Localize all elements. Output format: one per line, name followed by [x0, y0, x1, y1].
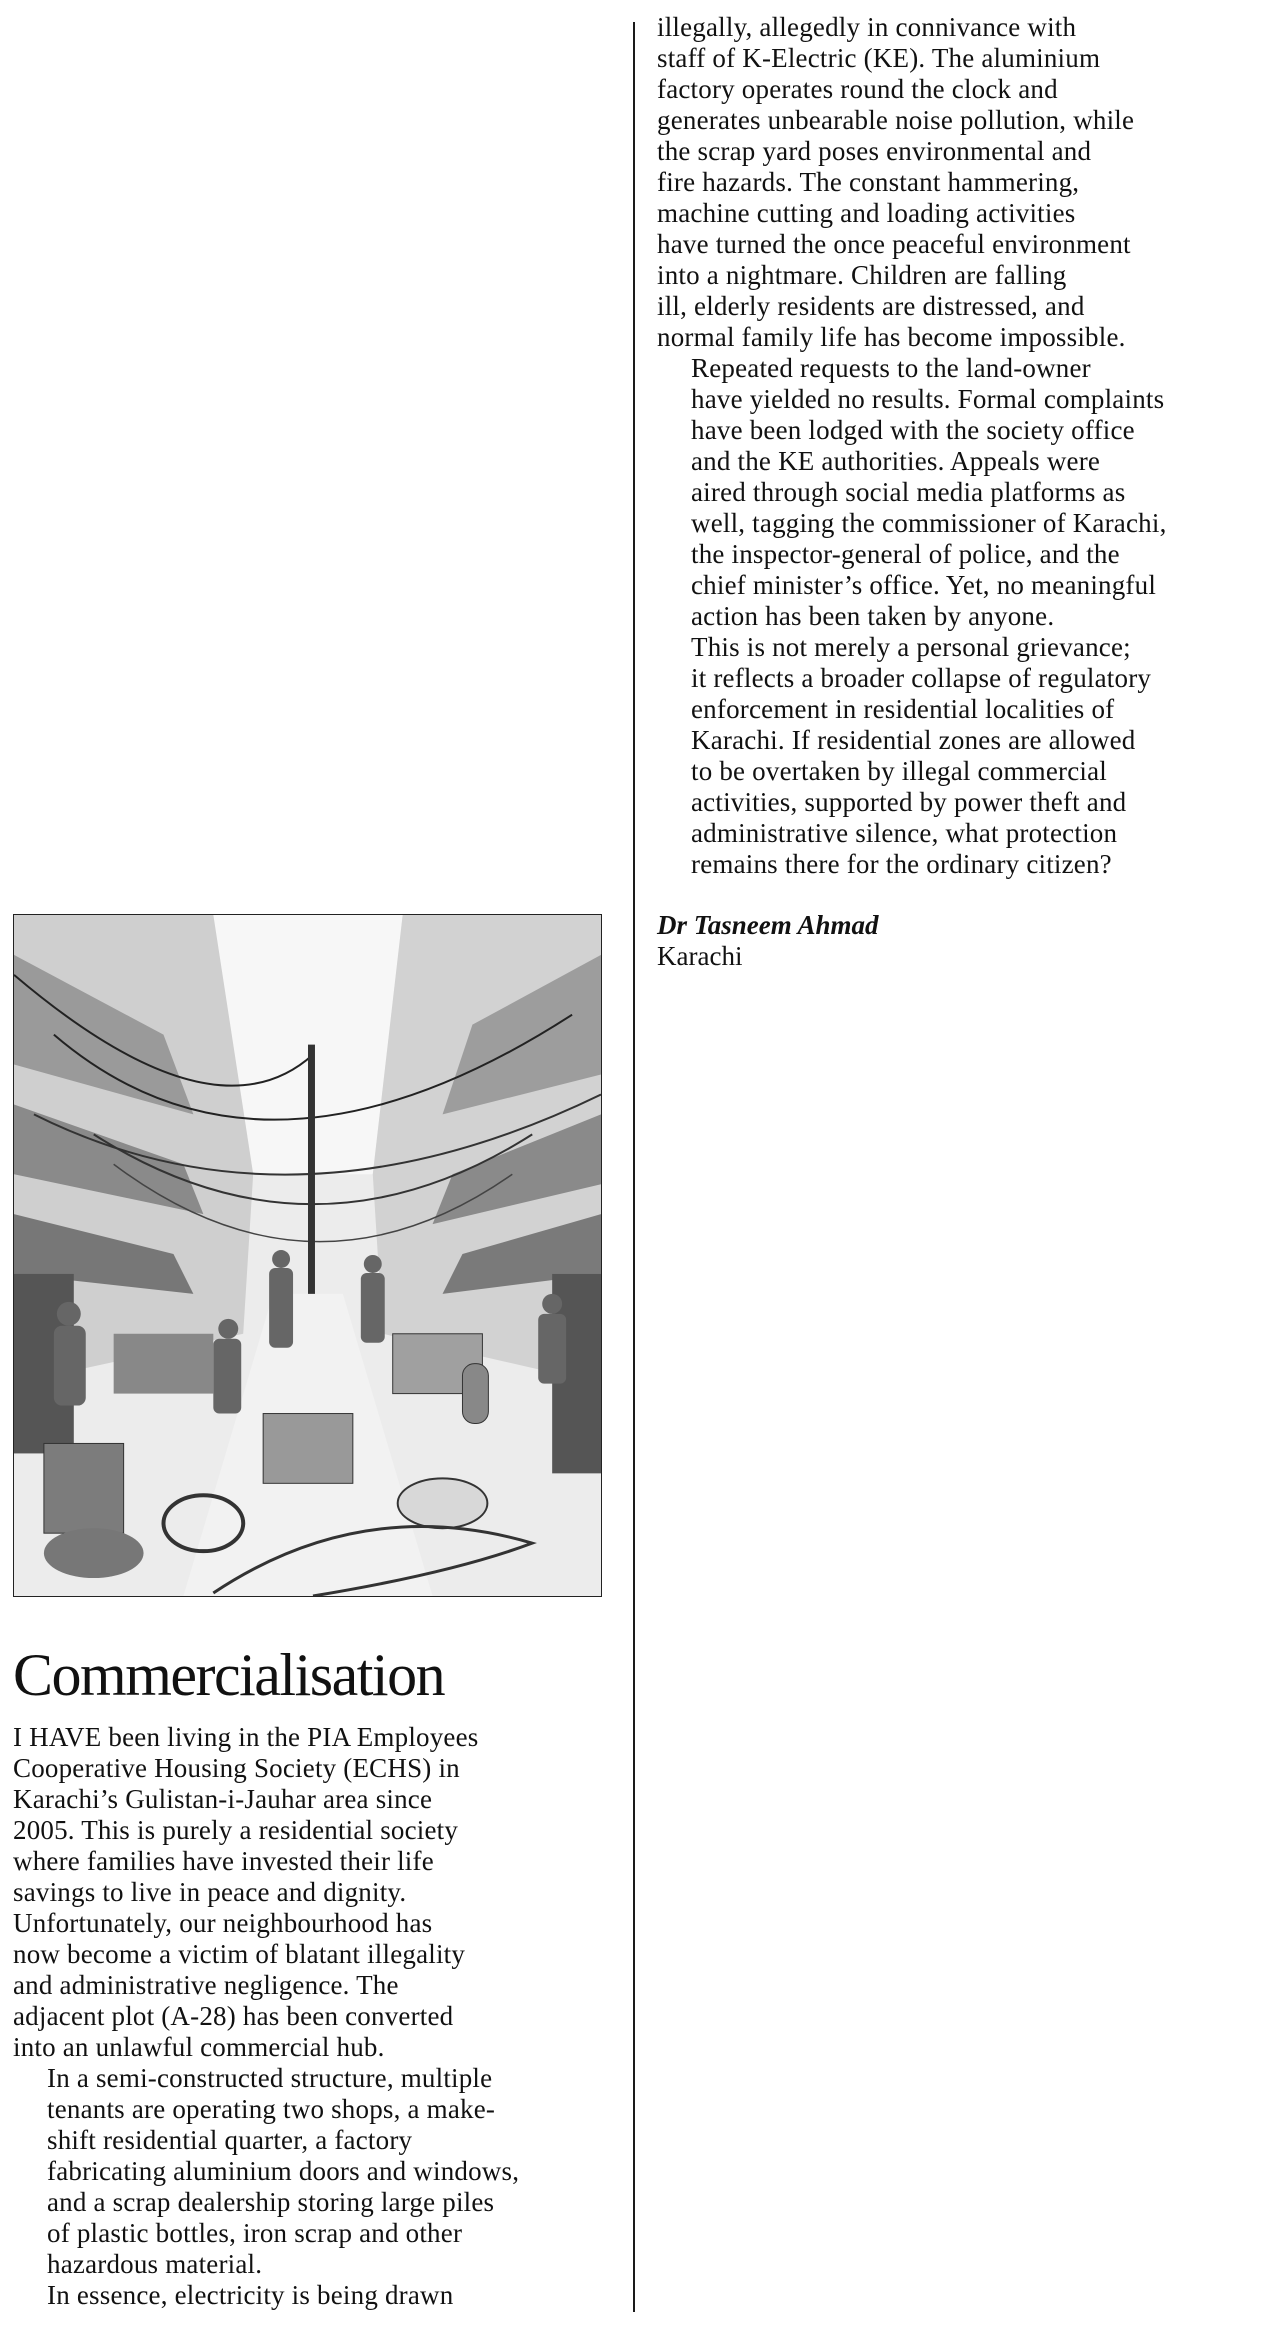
illustration-image [14, 915, 601, 1596]
paragraph [13, 1722, 613, 2063]
text-line: Karachi. If residential zones are allowed [691, 725, 1136, 755]
text-line: factory operates round the clock and [657, 74, 1058, 104]
text-line: In a semi-constructed structure, multiple [47, 2063, 493, 2093]
text-line: This is not merely a personal grievance; [691, 632, 1131, 662]
text-line: savings to live in peace and dignity. [13, 1877, 407, 1907]
text-line: In essence, electricity is being drawn [47, 2280, 454, 2310]
paragraph [657, 632, 1247, 880]
text-line: and administrative negligence. The [13, 1970, 399, 2000]
paragraph [657, 12, 1247, 353]
text-line: now become a victim of blatant illegality [13, 1939, 466, 1969]
text-line: well, tagging the commissioner of Karachi, [691, 508, 1167, 538]
text-line: Karachi’s Gulistan-i-Jauhar area since [13, 1784, 433, 1814]
text-line: of plastic bottles, iron scrap and other [47, 2218, 463, 2248]
text-line: shift residential quarter, a factory [47, 2125, 413, 2155]
text-line: the inspector-general of police, and the [691, 539, 1120, 569]
text-line: I HAVE been living in the PIA Employees [13, 1722, 479, 1752]
text-line: fire hazards. The constant hammering, [657, 167, 1080, 197]
text-line: staff of K-Electric (KE). The aluminium [657, 43, 1101, 73]
text-line: have been lodged with the society office [691, 415, 1135, 445]
text-line: generates unbearable noise pollution, while [657, 105, 1135, 135]
article-illustration [13, 914, 602, 1597]
text-line: machine cutting and loading activities [657, 198, 1076, 228]
text-line: Repeated requests to the land-owner [691, 353, 1091, 383]
text-line: 2005. This is purely a residential society [13, 1815, 459, 1845]
paragraph [657, 353, 1247, 632]
text-line: illegally, allegedly in connivance with [657, 12, 1077, 42]
left-paragraphs [13, 1722, 613, 2311]
text-line: have yielded no results. Formal complaints [691, 384, 1165, 414]
text-line: to be overtaken by illegal commercial [691, 756, 1107, 786]
text-line: where families have invested their life [13, 1846, 434, 1876]
text-line: have turned the once peaceful environment [657, 229, 1131, 259]
text-line: the scrap yard poses environmental and [657, 136, 1092, 166]
text-line: Cooperative Housing Society (ECHS) in [13, 1753, 460, 1783]
text-line: hazardous material. [47, 2249, 263, 2279]
paragraph [13, 2063, 613, 2280]
text-line: chief minister’s office. Yet, no meaningful [691, 570, 1157, 600]
left-column [13, 1640, 613, 2311]
text-line: administrative silence, what protection [691, 818, 1118, 848]
text-line: into an unlawful commercial hub. [13, 2032, 385, 2062]
author-city: Karachi [657, 941, 743, 971]
text-line: into a nightmare. Children are falling [657, 260, 1067, 290]
text-line: aired through social media platforms as [691, 477, 1126, 507]
author-name: Dr Tasneem Ahmad [657, 910, 879, 940]
signature [657, 910, 1247, 972]
text-line: action has been taken by anyone. [691, 601, 1055, 631]
text-line: adjacent plot (A-28) has been converted [13, 2001, 454, 2031]
text-line: enforcement in residential localities of [691, 694, 1115, 724]
text-line: ill, elderly residents are distressed, and [657, 291, 1085, 321]
text-line: it reflects a broader collapse of regulatory [691, 663, 1152, 693]
right-paragraphs [657, 12, 1247, 880]
text-line: activities, supported by power theft and [691, 787, 1127, 817]
headline: Commercialisation [13, 1642, 445, 1708]
text-line: tenants are operating two shops, a make- [47, 2094, 496, 2124]
column-divider [633, 22, 635, 2312]
text-line: remains there for the ordinary citizen? [691, 849, 1112, 879]
text-line: normal family life has become impossible. [657, 322, 1126, 352]
right-column [657, 12, 1247, 972]
text-line: and a scrap dealership storing large piles [47, 2187, 495, 2217]
text-line: Unfortunately, our neighbourhood has [13, 1908, 433, 1938]
paragraph [13, 2280, 613, 2311]
text-line: fabricating aluminium doors and windows, [47, 2156, 520, 2186]
text-line: and the KE authorities. Appeals were [691, 446, 1101, 476]
